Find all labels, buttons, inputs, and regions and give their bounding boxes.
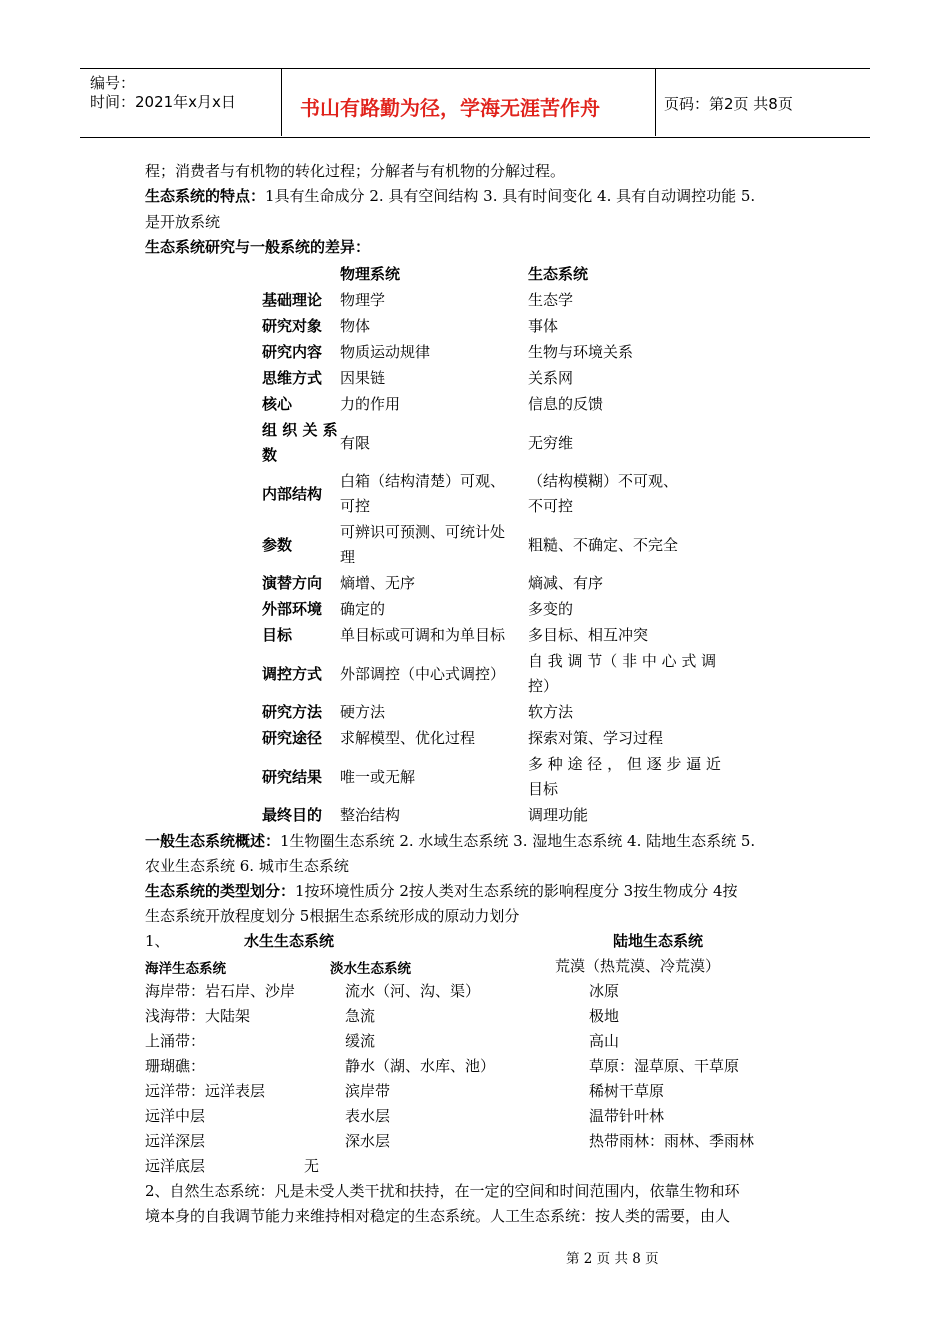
row-label: 研究结果 bbox=[262, 768, 323, 786]
cell-ecological: 多目标、相互冲突 bbox=[528, 626, 649, 644]
land-item: 高山 bbox=[589, 1032, 620, 1050]
desert-item: 荒漠（热荒漠、冷荒漠） bbox=[555, 957, 721, 975]
cell-physical: 熵增、无序 bbox=[340, 574, 416, 592]
cell-ecological: （结构模糊）不可观、 bbox=[528, 472, 679, 490]
cell-ecological-cont: 控） bbox=[528, 677, 559, 695]
row-label: 演替方向 bbox=[262, 574, 323, 592]
cell-ecological: 事体 bbox=[528, 317, 559, 335]
cell-physical: 物理学 bbox=[340, 291, 386, 309]
cell-ecological: 探索对策、学习过程 bbox=[528, 729, 664, 747]
freshwater-item: 深水层 bbox=[345, 1132, 391, 1150]
paragraph-line: 2、自然生态系统：凡是未受人类干扰和扶持，在一定的空间和时间范围内，依靠生物和环 bbox=[145, 1182, 740, 1200]
cell-ecological: 多 种 途 径 ， 但 逐 步 逼 近 bbox=[528, 755, 721, 773]
col-header-physical: 物理系统 bbox=[340, 265, 401, 283]
land-item: 稀树干草原 bbox=[589, 1082, 665, 1100]
cell-physical: 因果链 bbox=[340, 369, 386, 387]
freshwater-header: 淡水生态系统 bbox=[330, 961, 411, 977]
terrestrial-title: 陆地生态系统 bbox=[613, 932, 704, 950]
marine-item: 远洋深层 bbox=[145, 1132, 206, 1150]
marine-item: 浅海带：大陆架 bbox=[145, 1007, 251, 1025]
row-label: 参数 bbox=[262, 536, 293, 554]
freshwater-item: 急流 bbox=[345, 1007, 376, 1025]
features-line bbox=[145, 185, 755, 206]
overview-text: 1生物圈生态系统 2. 水域生态系统 3. 湿地生态系统 4. 陆地生态系统 5. bbox=[280, 832, 756, 850]
row-label: 思维方式 bbox=[262, 369, 323, 387]
row-label: 基础理论 bbox=[262, 291, 323, 309]
cell-physical-cont: 理 bbox=[340, 548, 356, 566]
land-item: 温带针叶林 bbox=[589, 1107, 665, 1125]
cell-physical: 外部调控（中心式调控） bbox=[340, 665, 506, 683]
doc-number: 编号： bbox=[90, 74, 136, 92]
cell-ecological: 关系网 bbox=[528, 369, 574, 387]
overview-label: 一般生态系统概述： bbox=[145, 832, 281, 850]
freshwater-item: 缓流 bbox=[345, 1032, 376, 1050]
land-item: 热带雨林：雨林、季雨林 bbox=[589, 1132, 755, 1150]
marine-item: 远洋带：远洋表层 bbox=[145, 1082, 266, 1100]
cell-ecological: 自 我 调 节（ 非 中 心 式 调 bbox=[528, 652, 717, 670]
marine-item: 珊瑚礁： bbox=[145, 1057, 206, 1075]
row-label: 研究方法 bbox=[262, 703, 323, 721]
types-cont: 生态系统开放程度划分 5根据生态系统形成的原动力划分 bbox=[145, 907, 520, 925]
row-label: 核心 bbox=[262, 395, 293, 413]
land-item: 草原：湿草原、干草原 bbox=[589, 1057, 740, 1075]
cell-ecological: 信息的反馈 bbox=[528, 395, 604, 413]
cell-physical: 有限 bbox=[340, 434, 371, 452]
footer-page-number: 第 2 页 共 8 页 bbox=[566, 1251, 659, 1267]
overview-line bbox=[145, 830, 755, 851]
cell-physical: 力的作用 bbox=[340, 395, 401, 413]
row-label: 研究途径 bbox=[262, 729, 323, 747]
cell-physical: 物质运动规律 bbox=[340, 343, 431, 361]
row-label: 研究内容 bbox=[262, 343, 323, 361]
cell-physical: 整治结构 bbox=[340, 806, 401, 824]
header-divider bbox=[281, 68, 282, 136]
cell-ecological: 无穷维 bbox=[528, 434, 574, 452]
cell-ecological-cont: 不可控 bbox=[528, 497, 574, 515]
marine-item: 海岸带：岩石岸、沙岸 bbox=[145, 982, 296, 1000]
marine-item: 上涌带： bbox=[145, 1032, 206, 1050]
cell-ecological-cont: 目标 bbox=[528, 780, 559, 798]
cell-physical: 白箱（结构清楚）可观、 bbox=[340, 472, 506, 490]
row-label: 内部结构 bbox=[262, 485, 323, 503]
marine-header: 海洋生态系统 bbox=[145, 961, 226, 977]
header-motto: 书山有路勤为径，学海无涯苦作舟 bbox=[300, 96, 600, 120]
types-line bbox=[145, 880, 738, 901]
cell-physical: 单目标或可调和为单目标 bbox=[340, 626, 506, 644]
land-item: 极地 bbox=[589, 1007, 620, 1025]
freshwater-item: 无 bbox=[304, 1157, 320, 1175]
features-cont: 是开放系统 bbox=[145, 213, 221, 231]
list-number: 1、 bbox=[145, 932, 170, 950]
paragraph-line: 程；消费者与有机物的转化过程；分解者与有机物的分解过程。 bbox=[145, 162, 566, 180]
doc-date: 时间：2021年x月x日 bbox=[90, 93, 236, 111]
page-info: 页码：第2页 共8页 bbox=[664, 95, 793, 113]
cell-ecological: 粗糙、不确定、不完全 bbox=[528, 536, 679, 554]
types-text: 1按环境性质分 2按人类对生态系统的影响程度分 3按生物成分 4按 bbox=[295, 882, 738, 900]
cell-physical: 求解模型、优化过程 bbox=[340, 729, 476, 747]
cell-physical-cont: 可控 bbox=[340, 497, 371, 515]
paragraph-line: 境本身的自我调节能力来维持相对稳定的生态系统。人工生态系统：按人类的需要，由人 bbox=[145, 1207, 731, 1225]
marine-item: 远洋底层 bbox=[145, 1157, 206, 1175]
row-label-cont: 数 bbox=[262, 446, 278, 464]
land-item: 冰原 bbox=[589, 982, 620, 1000]
overview-cont: 农业生态系统 6. 城市生态系统 bbox=[145, 857, 349, 875]
freshwater-item: 滨岸带 bbox=[345, 1082, 391, 1100]
row-label: 研究对象 bbox=[262, 317, 323, 335]
row-label: 目标 bbox=[262, 626, 293, 644]
freshwater-item: 静水（湖、水库、池） bbox=[345, 1057, 496, 1075]
cell-ecological: 熵减、有序 bbox=[528, 574, 604, 592]
cell-physical: 确定的 bbox=[340, 600, 386, 618]
features-label: 生态系统的特点： bbox=[145, 187, 266, 205]
row-label: 调控方式 bbox=[262, 665, 323, 683]
diff-title: 生态系统研究与一般系统的差异： bbox=[145, 238, 371, 256]
aquatic-title: 水生生态系统 bbox=[244, 932, 335, 950]
cell-physical: 可辨识可预测、可统计处 bbox=[340, 523, 506, 541]
cell-ecological: 软方法 bbox=[528, 703, 574, 721]
col-header-ecological: 生态系统 bbox=[528, 265, 589, 283]
types-label: 生态系统的类型划分： bbox=[145, 882, 296, 900]
row-label: 组 织 关 系 bbox=[262, 421, 338, 439]
marine-item: 远洋中层 bbox=[145, 1107, 206, 1125]
cell-physical: 硬方法 bbox=[340, 703, 386, 721]
features-text: 1具有生命成分 2. 具有空间结构 3. 具有时间变化 4. 具有自动调控功能 5. bbox=[265, 187, 756, 205]
row-label: 最终目的 bbox=[262, 806, 323, 824]
cell-physical: 物体 bbox=[340, 317, 371, 335]
cell-ecological: 生态学 bbox=[528, 291, 574, 309]
freshwater-item: 表水层 bbox=[345, 1107, 391, 1125]
cell-ecological: 调理功能 bbox=[528, 806, 589, 824]
cell-ecological: 生物与环境关系 bbox=[528, 343, 634, 361]
freshwater-item: 流水（河、沟、渠） bbox=[345, 982, 481, 1000]
cell-ecological: 多变的 bbox=[528, 600, 574, 618]
header-divider bbox=[655, 68, 656, 136]
cell-physical: 唯一或无解 bbox=[340, 768, 416, 786]
row-label: 外部环境 bbox=[262, 600, 323, 618]
